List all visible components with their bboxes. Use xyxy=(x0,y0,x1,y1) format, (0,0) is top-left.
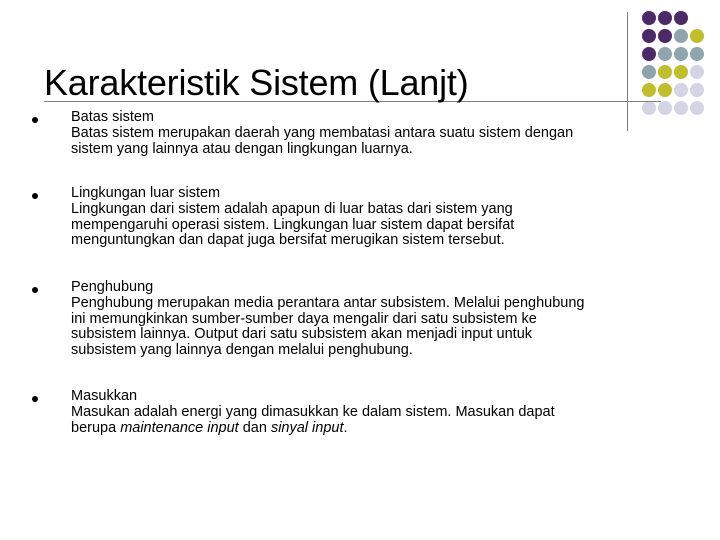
list-item-text xyxy=(71,280,681,359)
slide-title: Karakteristik Sistem (Lanjt) xyxy=(44,62,469,103)
item-body-line: Batas sistem merupakan daerah yang membatasi antara suatu sistem dengan xyxy=(71,124,574,141)
bullet-icon xyxy=(32,287,38,293)
list-item-text xyxy=(71,110,681,157)
bullet-icon xyxy=(32,193,38,199)
item-heading: Masukkan xyxy=(71,388,138,404)
decorative-dot xyxy=(674,65,688,79)
decorative-dot xyxy=(658,29,672,43)
text-prefix: berupa xyxy=(71,419,121,436)
item-heading: Lingkungan luar sistem xyxy=(71,185,221,201)
item-heading: Penghubung xyxy=(71,279,154,295)
emphasis-sinyal-input: sinyal input xyxy=(270,419,344,436)
item-body-line: Penghubung merupakan media perantara antar subsistem. Melalui penghubung xyxy=(71,294,585,311)
item-body-line: subsistem lainnya. Output dari satu subsistem akan menjadi input untuk xyxy=(71,326,533,343)
decorative-dot xyxy=(690,29,704,43)
decorative-dot xyxy=(642,29,656,43)
text-suffix: . xyxy=(343,419,348,436)
item-body-line: mempengaruhi operasi sistem. Lingkungan luar sistem dapat bersifat xyxy=(71,216,515,233)
decorative-dot xyxy=(642,65,656,79)
item-body-line: Masukan adalah energi yang dimasukkan ke dalam sistem. Masukan dapat xyxy=(71,403,555,420)
decorative-dot-grid xyxy=(638,10,720,120)
item-heading: Batas sistem xyxy=(71,109,154,125)
decorative-dot xyxy=(642,11,656,25)
decorative-dot xyxy=(690,47,704,61)
item-body-line: menguntungkan dan dapat juga bersifat merugikan sistem tersebut. xyxy=(71,232,505,249)
decorative-dot xyxy=(658,11,672,25)
bullet-icon xyxy=(32,396,38,402)
decorative-dot xyxy=(658,65,672,79)
decorative-dot xyxy=(674,29,688,43)
decorative-dot xyxy=(674,83,688,97)
list-item-text xyxy=(71,389,681,436)
item-body-line: subsistem yang lainnya dengan melalui penghubung. xyxy=(71,342,413,359)
bullet-icon xyxy=(32,117,38,123)
decorative-dot xyxy=(674,11,688,25)
decorative-dot xyxy=(690,83,704,97)
decorative-dot xyxy=(658,47,672,61)
text-connector: dan xyxy=(238,419,271,436)
decorative-dot xyxy=(690,65,704,79)
decorative-dot xyxy=(642,83,656,97)
decorative-dot xyxy=(642,47,656,61)
list-item-text xyxy=(71,186,681,249)
item-body-line-last xyxy=(71,421,681,437)
emphasis-maintenance-input: maintenance input xyxy=(120,419,239,436)
decorative-dot xyxy=(690,101,704,115)
item-body-line: ini memungkinkan sumber-sumber daya mengalir dari satu subsistem ke xyxy=(71,310,537,327)
decorative-dot xyxy=(658,83,672,97)
decorative-dot xyxy=(674,47,688,61)
item-body-line: Lingkungan dari sistem adalah apapun di luar batas dari sistem yang xyxy=(71,200,513,217)
item-body-line: sistem yang lainnya atau dengan lingkungan luarnya. xyxy=(71,140,413,157)
